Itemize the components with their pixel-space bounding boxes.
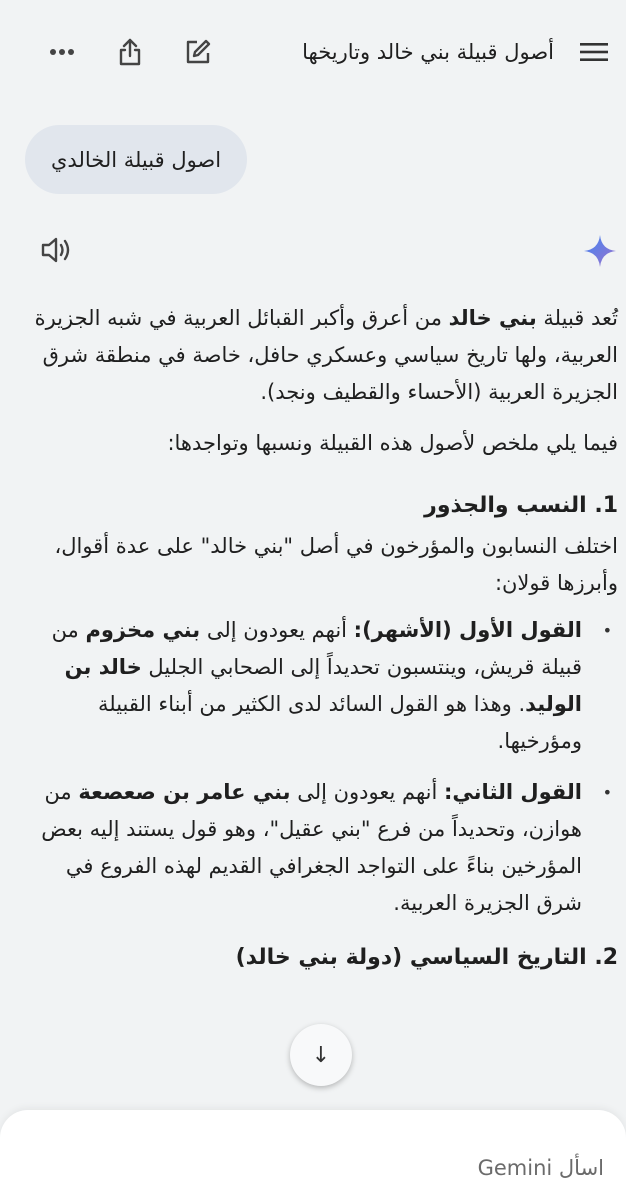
intro-paragraph xyxy=(22,300,618,411)
section1-heading: 1. النسب والجذور xyxy=(424,493,618,518)
bullet-text: من قبيلة قريش، وينتسبون تحديداً إلى الصحابي الجليل xyxy=(51,618,582,679)
section2-heading: 2. التاريخ السياسي (دولة بني خالد) xyxy=(235,945,618,970)
bullet-text: من هوازن، وتحديداً من فرع "بني عقيل"، وهو قول يستند إليه بعض المؤرخين بناءً على التواجد الجغرافي القديم لهذه الفروع في شرق الجزيرة العربية. xyxy=(41,780,582,915)
bullet-bold: خالد بن الوليد xyxy=(64,655,582,716)
intro-text-2: من أعرق وأكبر القبائل العربية في شبه الجزيرة العربية، ولها تاريخ سياسي وعسكري حافل، خاصة في منطقة شرق الجزيرة العربية (الأحساء والقطيف ونجد). xyxy=(34,306,618,404)
edit-icon[interactable] xyxy=(164,22,232,82)
gemini-spark-icon xyxy=(582,233,618,269)
top-bar xyxy=(0,0,626,104)
summary-paragraph: فيما يلي ملخص لأصول هذه القبيلة ونسبها وتواجدها: xyxy=(167,431,618,455)
response-content xyxy=(22,300,618,980)
intro-text-1: تُعد قبيلة xyxy=(536,306,618,330)
bullet-bold: بني عامر بن صعصعة xyxy=(78,780,291,804)
prompt-input-placeholder[interactable]: اسأل Gemini xyxy=(477,1156,604,1180)
top-actions xyxy=(28,22,232,82)
scroll-down-button[interactable]: ↓ xyxy=(290,1024,352,1086)
prompt-input-bar[interactable] xyxy=(0,1110,626,1199)
user-message: اصول قبيلة الخالدي xyxy=(25,125,247,194)
share-icon[interactable] xyxy=(96,22,164,82)
speaker-icon[interactable] xyxy=(38,232,74,268)
conversation-title[interactable]: أصول قبيلة بني خالد وتاريخها xyxy=(302,40,554,64)
section1-text: اختلف النسابون والمؤرخون في أصل "بني خالد" على عدة أقوال، وأبرزها قولان: xyxy=(54,534,618,595)
section1-list xyxy=(22,612,618,922)
intro-bold: بني خالد xyxy=(448,306,537,330)
bullet-label: القول الثاني: xyxy=(444,780,582,804)
bullet-bold: بني مخزوم xyxy=(85,618,201,642)
bullet-text: أنهم يعودون إلى xyxy=(200,618,354,642)
list-item xyxy=(22,774,582,922)
bullet-label: القول الأول (الأشهر): xyxy=(353,618,582,642)
bullet-text: أنهم يعودون إلى xyxy=(290,780,445,804)
bullet-text: . وهذا هو القول السائد لدى الكثير من أبناء القبيلة ومؤرخيها. xyxy=(97,692,582,753)
list-item xyxy=(22,612,582,760)
top-title-group xyxy=(302,22,614,82)
more-icon[interactable] xyxy=(28,22,96,82)
menu-icon[interactable] xyxy=(574,22,614,82)
